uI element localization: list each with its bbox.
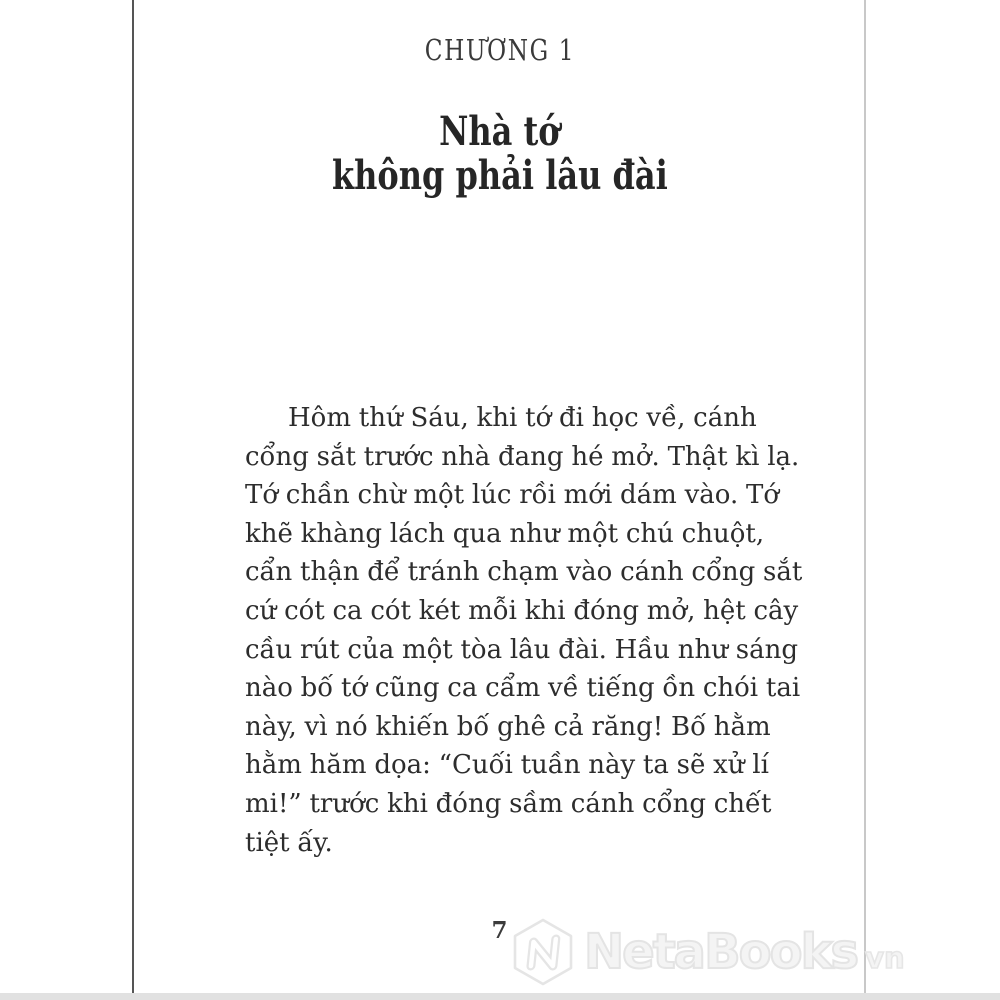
page-right-border <box>864 0 866 993</box>
body-text-line: Hôm thứ Sáu, khi tớ đi học về, cánh <box>288 403 757 433</box>
body-text-line: Tớ chần chừ một lúc rồi mới dám vào. Tớ <box>245 480 780 511</box>
chapter-title <box>133 110 866 198</box>
body-text-line: mi!” trước khi đóng sầm cánh cổng chết <box>245 788 772 819</box>
body-text-line: tiệt ấy. <box>245 827 333 858</box>
page-number: 7 <box>491 917 508 944</box>
body-text-line: khẽ khàng lách qua như một chú chuột, <box>245 518 765 549</box>
body-text-line: cứ cót ca cót két mỗi khi đóng mở, hệt cây <box>245 595 799 626</box>
chapter-heading <box>133 34 866 66</box>
watermark-domain-text: vn <box>865 941 905 975</box>
body-text-line: nào bố tớ cũng ca cẩm về tiếng ồn chói tai <box>245 673 801 704</box>
page-bottom-bar <box>0 993 1000 1000</box>
page-left-border <box>132 0 134 993</box>
body-text-line: cầu rút của một tòa lâu đài. Hầu như sáng <box>245 634 799 665</box>
chapter-heading-label: CHƯƠNG 1 <box>424 33 575 67</box>
body-text-line: này, vì nó khiến bố ghê cả răng! Bố hằm <box>245 711 771 742</box>
watermark-brand-text: NetaBooks <box>584 924 858 980</box>
body-text-line: hằm hăm dọa: “Cuối tuần này ta sẽ xử lí <box>245 750 769 781</box>
chapter-title-line2: không phải lâu đài <box>331 152 668 199</box>
body-text-line: cổng sắt trước nhà đang hé mở. Thật kì lạ. <box>245 441 800 472</box>
body-paragraph <box>245 399 803 862</box>
body-text-line: cẩn thận để tránh chạm vào cánh cổng sắt <box>245 557 803 588</box>
chapter-title-line1: Nhà tớ <box>439 108 560 155</box>
